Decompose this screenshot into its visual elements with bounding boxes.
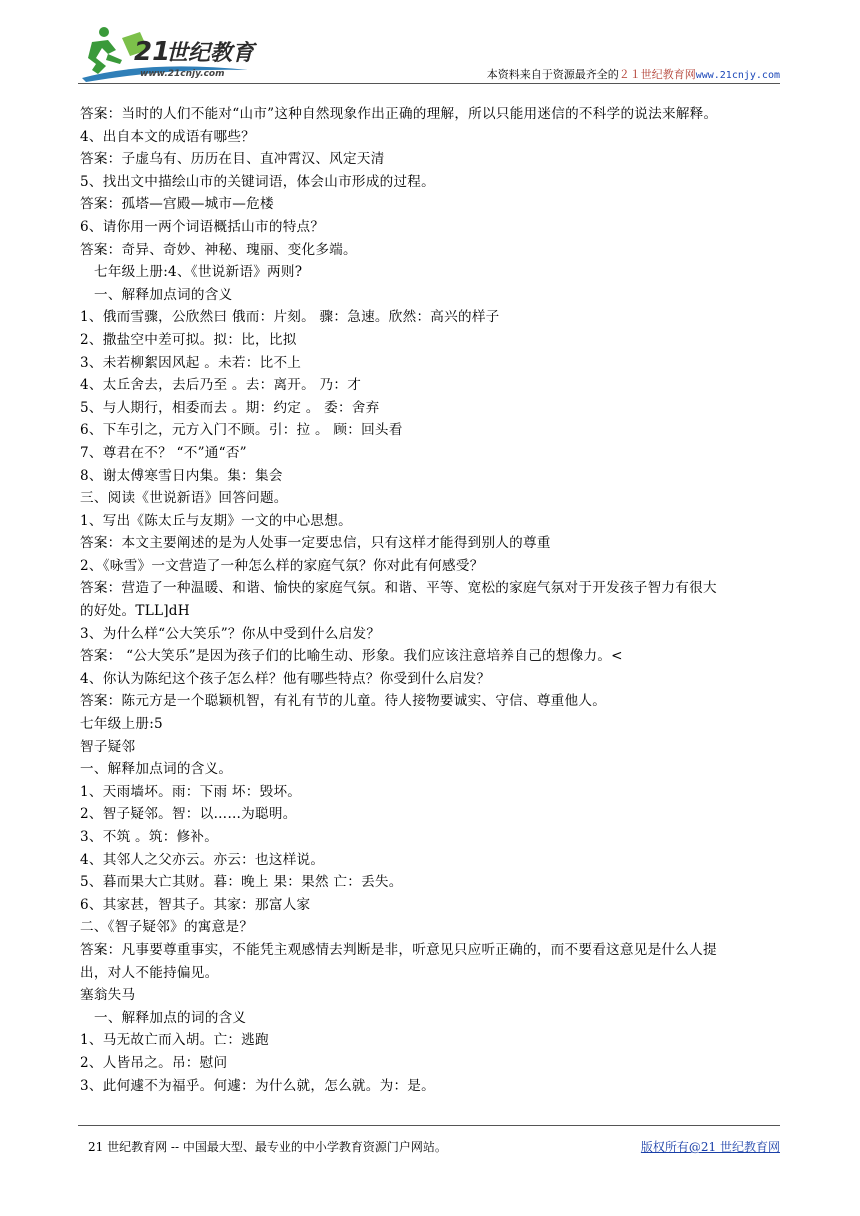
header-divider [78, 83, 780, 84]
svg-text:21: 21 [134, 37, 171, 67]
text-line: 答案：营造了一种温暖、和谐、愉快的家庭气氛。和谐、平等、宽松的家庭气氛对于开发孩子智力有很大 [80, 580, 717, 597]
section-title: 塞翁失马 [80, 987, 136, 1004]
text-line: 答案：本文主要阐述的是为人处事一定要忠信，只有这样才能得到别人的尊重 [80, 535, 551, 552]
text-line: 4、你认为陈纪这个孩子怎么样？他有哪些特点？你受到什么启发？ [80, 670, 491, 687]
text-line: 6、请你用一两个词语概括山市的特点？ [80, 218, 325, 235]
section-heading: 七年级上册:5 [80, 716, 163, 733]
section-title: 智子疑邻 [80, 738, 136, 755]
text-line: 答案：凡事要尊重事实，不能凭主观感情去判断是非，听意见只应听正确的，而不要看这意见是什么人提 [80, 941, 717, 958]
text-line: 3、为什么样“公大笑乐”？你从中受到什么启发？ [80, 625, 381, 642]
text-line: 2、《咏雪》一文营造了一种怎么样的家庭气氛？你对此有何感受？ [80, 557, 484, 574]
section-heading: 一、解释加点词的含义。 [80, 761, 233, 778]
header-note-prefix: 本资料来自于资源最齐全的 [486, 68, 619, 81]
text-line: 答案：当时的人们不能对“山市”这种自然现象作出正确的理解，所以只能用迷信的不科学的说法来解释。 [80, 106, 718, 122]
footer-divider [78, 1125, 780, 1126]
text-line: 3、此何遽不为福乎。何遽：为什么就，怎么就。为：是。 [80, 1077, 435, 1094]
text-line: 2、智子疑邻。智：以……为聪明。 [80, 806, 297, 823]
footer-copyright-link[interactable]: 版权所有@21 世纪教育网 [640, 1140, 780, 1154]
header-note-site-link[interactable]: www.21cnjy.com [695, 70, 780, 81]
text-line: 答案： “公大笑乐”是因为孩子们的比喻生动、形象。我们应该注意培养自己的想像力。< [80, 648, 623, 665]
svg-text:世纪教育: 世纪教育 [166, 41, 255, 66]
svg-text:www.21cnjy.com: www.21cnjy.com [140, 69, 225, 79]
text-line: 5、找出文中描绘山市的关键词语，体会山市形成的过程。 [80, 173, 435, 190]
text-line: 1、俄而雪骤，公欣然曰 俄而：片刻。 骤：急速。欣然：高兴的样子 [80, 309, 500, 326]
document-body [80, 103, 780, 1097]
text-line: 3、不筑 。筑：修补。 [80, 829, 219, 845]
section-heading: 二、《智子疑邻》的寓意是？ [80, 919, 254, 936]
text-line: 4、太丘舍去，去后乃至 。去：离开。 乃：才 [80, 377, 362, 394]
text-line: 1、天雨墙坏。雨：下雨 坏：毁坏。 [80, 783, 302, 800]
header-note-accent: ２１世纪教育网 [618, 68, 696, 81]
text-line: 的好处。TLL]dH [80, 603, 190, 620]
text-line: 7、尊君在不？ “不”通“否” [80, 444, 247, 461]
section-heading: 七年级上册:4、《世说新语》两则? [94, 264, 303, 281]
text-line: 答案：子虚乌有、历历在目、直冲霄汉、风定天清 [80, 151, 385, 168]
text-line: 答案：陈元方是一个聪颖机智，有礼有节的儿童。待人接物要诚实、守信、尊重他人。 [80, 693, 607, 710]
page-header [78, 20, 780, 84]
section-heading: 一、解释加点的词的含义 [94, 1009, 247, 1026]
text-line: 答案：奇异、奇妙、神秘、瑰丽、变化多端。 [80, 241, 357, 258]
text-line: 6、下车引之，元方入门不顾。引：拉 。 顾：回头看 [80, 422, 403, 439]
footer-site-description: 21 世纪教育网 -- 中国最大型、最专业的中小学教育资源门户网站。 [88, 1140, 447, 1154]
section-heading: 三、阅读《世说新语》回答问题。 [80, 490, 288, 507]
section-heading: 一、解释加点词的含义 [94, 286, 233, 303]
text-line: 5、暮而果大亡其财。暮：晚上 果：果然 亡：丢失。 [80, 874, 403, 891]
text-line: 答案：孤塔—宫殿—城市—危楼 [80, 196, 274, 213]
text-line: 1、马无故亡而入胡。亡：逃跑 [80, 1032, 269, 1049]
text-line: 出，对人不能持偏见。 [80, 964, 219, 981]
text-line: 1、写出《陈太丘与友期》一文的中心思想。 [80, 512, 352, 529]
header-source-note [487, 66, 780, 82]
text-line: 8、谢太傅寒雪日内集。集：集会 [80, 467, 283, 484]
text-line: 5、与人期行，相委而去 。期：约定 。 委：舍弃 [80, 399, 380, 416]
text-line: 2、人皆吊之。吊：慰问 [80, 1054, 228, 1071]
text-line: 4、其邻人之父亦云。亦云：也这样说。 [80, 851, 325, 868]
text-line: 3、未若柳絮因风起 。未若：比不上 [80, 354, 302, 371]
site-logo [78, 20, 278, 84]
text-line: 6、其家甚，智其子。其家：那富人家 [80, 896, 311, 913]
text-line: 2、撒盐空中差可拟。拟：比，比拟 [80, 331, 297, 348]
text-line: 4、出自本文的成语有哪些？ [80, 128, 256, 145]
